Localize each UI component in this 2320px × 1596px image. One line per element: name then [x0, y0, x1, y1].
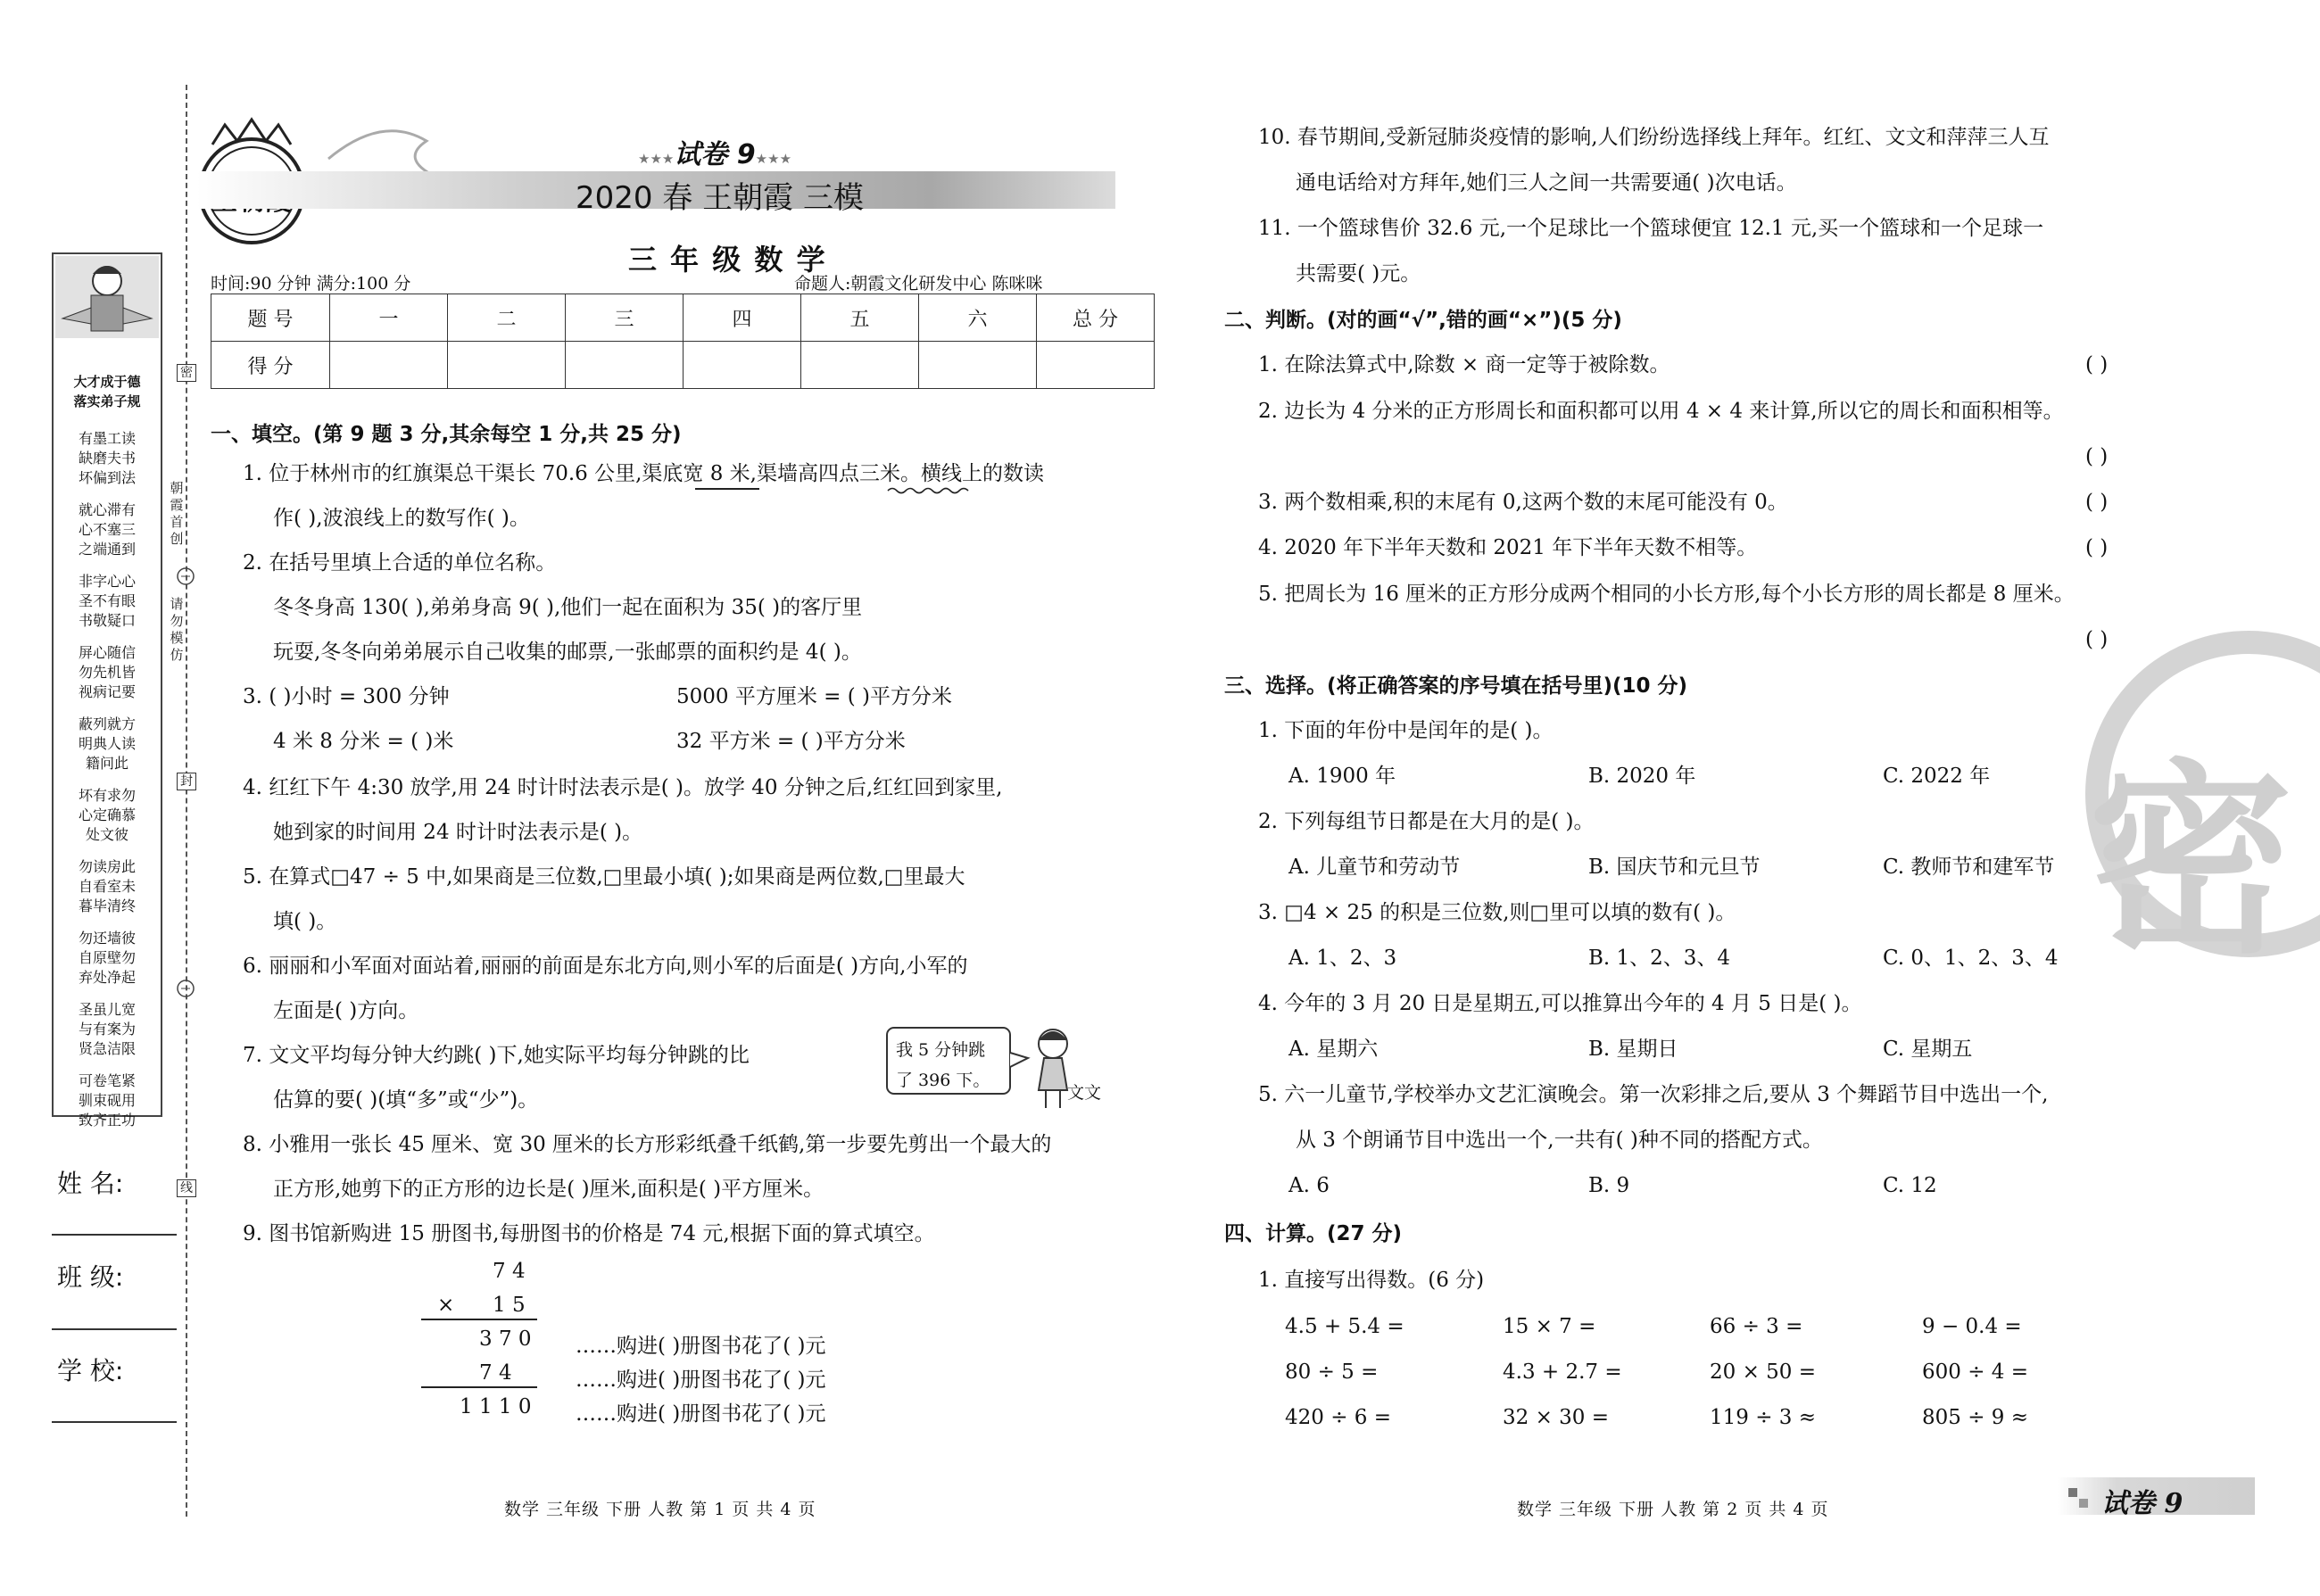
- score-header-cell: 总 分: [1037, 294, 1155, 342]
- part1-line: 32 平方米 = ( )平方分米: [676, 730, 906, 753]
- answer-paren: ( ): [2085, 491, 2109, 514]
- part1-line: 10. 春节期间,受新冠肺炎疫情的影响,人们纷纷选择线上拜年。红红、文文和萍萍三人互: [1258, 126, 2050, 149]
- part1-heading: 一、填空。(第 9 题 3 分,其余每空 1 分,共 25 分): [211, 423, 682, 446]
- calc-sum: 1 1 1 0: [460, 1395, 532, 1418]
- calc-item: 9 − 0.4 =: [1922, 1315, 2022, 1338]
- choice-option: C. 0、1、2、3、4: [1883, 947, 2059, 970]
- seal-mark-2: 封: [177, 773, 196, 790]
- choice-question: 2. 下列每组节日都是在大月的是( )。: [1258, 810, 1595, 833]
- motto-group: [56, 786, 158, 845]
- part1-line: 她到家的时间用 24 时计时法表示是( )。: [273, 821, 643, 844]
- part1-line: 9. 图书馆新购进 15 册图书,每册图书的价格是 74 元,根据下面的算式填空。: [243, 1222, 935, 1245]
- choice-option: A. 6: [1288, 1174, 1330, 1197]
- exam-author: 命题人:朝霞文化研发中心 陈咪咪: [794, 274, 1043, 294]
- motto-line: 圣不有眼: [78, 592, 136, 609]
- motto-line: 就心滞有: [78, 501, 136, 518]
- motto-group: [56, 643, 158, 702]
- choice-option: B. 国庆节和元旦节: [1588, 856, 1761, 879]
- part4-heading: 四、计算。(27 分): [1224, 1222, 1403, 1245]
- judge-item: 2. 边长为 4 分米的正方形周长和面积都可以用 4 × 4 来计算,所以它的周长和面积相等。: [1258, 400, 2064, 423]
- calc-item: 4.3 + 2.7 =: [1503, 1360, 1622, 1384]
- calc-multiplier: 1 5: [493, 1294, 526, 1317]
- score-header-cell: 题 号: [211, 294, 330, 342]
- part1-line: 填( )。: [273, 910, 337, 933]
- badge-square: [2079, 1499, 2088, 1508]
- motto-line: 可卷笔紧: [78, 1072, 136, 1089]
- calc-item: 420 ÷ 6 =: [1285, 1406, 1392, 1429]
- calc-partial-1: 3 7 0: [479, 1327, 532, 1351]
- choice-option: A. 1、2、3: [1288, 947, 1397, 970]
- motto-group: [56, 372, 158, 411]
- choice-question: 1. 下面的年份中是闰年的是( )。: [1258, 719, 1554, 742]
- choice-option: C. 星期五: [1883, 1038, 1973, 1061]
- motto-group: [56, 857, 158, 916]
- seal-mark-3: 线: [177, 1179, 196, 1197]
- star-icon: ★★★: [638, 151, 675, 167]
- score-header-cell: 三: [566, 294, 684, 342]
- motto-group: [56, 500, 158, 559]
- calc-item: 20 × 50 =: [1710, 1360, 1817, 1384]
- calc-item: 600 ÷ 4 =: [1922, 1360, 2029, 1384]
- side-label-second: 请勿模仿: [170, 596, 184, 663]
- judge-item: 3. 两个数相乘,积的末尾有 0,这两个数的末尾可能没有 0。: [1258, 491, 1788, 514]
- calc-item: 4.5 + 5.4 =: [1285, 1315, 1404, 1338]
- score-input-cell[interactable]: [1037, 342, 1155, 389]
- calc-item: 119 ÷ 3 ≈: [1710, 1406, 1817, 1429]
- score-input-cell[interactable]: [448, 342, 566, 389]
- part1-line: 通电话给对方拜年,她们三人之间一共需要通( )次电话。: [1296, 171, 1797, 194]
- page-footer-right: 数学 三年级 下册 人教 第 2 页 共 4 页: [1517, 1500, 1829, 1519]
- part1-line: 4 米 8 分米 = ( )米: [273, 730, 454, 753]
- calc-item: 15 × 7 =: [1503, 1315, 1596, 1338]
- paper-series: ★★★试卷 9★★★: [638, 139, 792, 170]
- motto-group: [56, 1000, 158, 1059]
- exam-title: 2020 春 王朝霞 三模: [576, 180, 864, 216]
- part1-line: 左面是( )方向。: [273, 999, 419, 1022]
- choice-option: C. 12: [1883, 1174, 1937, 1197]
- choice-option: A. 星期六: [1288, 1038, 1379, 1061]
- part1-line: 8. 小雅用一张长 45 厘米、宽 30 厘米的长方形彩纸叠千纸鹤,第一步要先剪出一个最大的: [243, 1133, 1052, 1156]
- motto-line: 蔽列就方: [78, 715, 136, 732]
- motto-line: 缺磨夫书: [78, 450, 136, 467]
- speech-line-2: 了 396 下。: [896, 1071, 990, 1090]
- page-footer-left: 数学 三年级 下册 人教 第 1 页 共 4 页: [504, 1500, 816, 1519]
- part1-line: 估算的要( )(填“多”或“少”)。: [273, 1088, 539, 1112]
- motto-group: [56, 929, 158, 988]
- choice-option: B. 1、2、3、4: [1588, 947, 1731, 970]
- exam-duration: 时间:90 分钟 满分:100 分: [211, 274, 411, 294]
- score-input-cell[interactable]: [684, 342, 801, 389]
- motto-line: 落实弟子规: [73, 393, 141, 409]
- part1-line: 3. ( )小时 = 300 分钟: [243, 685, 450, 708]
- part2-heading: 二、判断。(对的画“√”,错的画“×”)(5 分): [1224, 309, 1622, 332]
- motto-group: [56, 429, 158, 488]
- calc-item: 80 ÷ 5 =: [1285, 1360, 1379, 1384]
- part1-line: 11. 一个篮球售价 32.6 元,一个足球比一个篮球便宜 12.1 元,买一个篮球和一个足球一: [1258, 217, 2044, 240]
- speaker-name: 文文: [1067, 1083, 1102, 1103]
- calc-multiplicand: 7 4: [493, 1260, 526, 1283]
- part4-subheading: 1. 直接写出得数。(6 分): [1258, 1269, 1485, 1292]
- choice-option: A. 1900 年: [1288, 765, 1396, 788]
- class-label: 班 级:: [57, 1262, 124, 1292]
- calc-fill-1: ……购进( )册图书花了( )元: [576, 1335, 826, 1358]
- score-input-cell[interactable]: [330, 342, 448, 389]
- motto-list: [56, 372, 158, 1143]
- school-label: 学 校:: [57, 1356, 124, 1385]
- number-underline: [695, 488, 759, 490]
- part1-line: 正方形,她剪下的正方形的边长是( )厘米,面积是( )平方厘米。: [273, 1178, 824, 1201]
- score-input-cell[interactable]: [919, 342, 1037, 389]
- motto-line: 贤急洁限: [78, 1040, 136, 1057]
- badge-square: [2068, 1488, 2077, 1497]
- part1-line: 2. 在括号里填上合适的单位名称。: [243, 551, 557, 575]
- part1-line: 4. 红红下午 4:30 放学,用 24 时计时法表示是( )。放学 40 分钟之后,红红回到家里,: [243, 776, 1003, 799]
- motto-line: 视病记要: [78, 683, 136, 700]
- motto-line: 坏偏到法: [78, 469, 136, 486]
- choice-question: 从 3 个朗诵节目中选出一个,一共有( )种不同的搭配方式。: [1296, 1129, 1823, 1152]
- star-icon: ★★★: [755, 151, 792, 167]
- motto-line: 书敬疑口: [78, 612, 136, 629]
- calc-rule: [421, 1386, 537, 1388]
- part1-line: 7. 文文平均每分钟大约跳( )下,她实际平均每分钟跳的比: [243, 1044, 750, 1067]
- motto-line: 明典人读: [78, 735, 136, 752]
- score-header-row: [211, 294, 1155, 342]
- scissors-icon: [175, 978, 196, 999]
- choice-option: A. 儿童节和劳动节: [1288, 856, 1461, 879]
- choice-option: C. 教师节和建军节: [1883, 856, 2055, 879]
- motto-line: 自看室未: [78, 878, 136, 895]
- score-input-cell[interactable]: [566, 342, 684, 389]
- calc-partial-2: 7 4: [479, 1361, 512, 1385]
- motto-line: 圣虽儿宽: [78, 1001, 136, 1018]
- answer-paren: ( ): [2085, 445, 2109, 468]
- part1-line: 1. 位于林州市的红旗渠总干渠长 70.6 公里,渠底宽 8 米,渠墙高四点三米。横线上的数读: [243, 462, 1044, 485]
- motto-line: 与有案为: [78, 1021, 136, 1038]
- calc-item: 32 × 30 =: [1503, 1406, 1610, 1429]
- exam-subtitle: 三 年 级 数 学: [628, 243, 827, 277]
- part1-line: 6. 丽丽和小军面对面站着,丽丽的前面是东北方向,则小军的后面是( )方向,小军的: [243, 955, 968, 978]
- answer-paren: ( ): [2085, 353, 2109, 376]
- score-header-cell: 二: [448, 294, 566, 342]
- choice-question: 4. 今年的 3 月 20 日是星期五,可以推算出今年的 4 月 5 日是( )。: [1258, 992, 1862, 1015]
- score-value-row: [211, 342, 1155, 389]
- badge-text: 试卷 9: [2101, 1488, 2183, 1519]
- cut-line: [186, 85, 187, 1517]
- part1-line: 共需要( )元。: [1296, 262, 1421, 285]
- seal-mark-1: 密: [177, 364, 196, 382]
- choice-option: B. 星期日: [1588, 1038, 1678, 1061]
- answer-paren: ( ): [2085, 536, 2109, 559]
- motto-line: 致齐正功: [78, 1112, 136, 1129]
- motto-line: 籍问此: [85, 755, 128, 772]
- part3-heading: 三、选择。(将正确答案的序号填在括号里)(10 分): [1224, 674, 1688, 698]
- score-table: [211, 294, 1155, 389]
- motto-line: 有墨工读: [78, 430, 136, 447]
- motto-line: 勿还墙彼: [78, 930, 136, 947]
- motto-group: [56, 572, 158, 631]
- calc-rule: [421, 1319, 537, 1320]
- choice-question: 5. 六一儿童节,学校举办文艺汇演晚会。第一次彩排之后,要从 3 个舞蹈节目中选出一个,: [1258, 1083, 2049, 1106]
- motto-line: 勿读房此: [78, 858, 136, 875]
- motto-group: [56, 1071, 158, 1130]
- part1-line: 作( ),波浪线上的数写作( )。: [273, 507, 530, 530]
- score-label-cell: 得 分: [211, 342, 330, 389]
- score-header-cell: 四: [684, 294, 801, 342]
- name-field[interactable]: [52, 1234, 177, 1236]
- class-field[interactable]: [52, 1328, 177, 1330]
- calc-fill-2: ……购进( )册图书花了( )元: [576, 1369, 826, 1392]
- scissors-icon: [175, 566, 196, 587]
- motto-line: 心不塞三: [78, 521, 136, 538]
- calc-item: 66 ÷ 3 =: [1710, 1315, 1803, 1338]
- calc-item: 805 ÷ 9 ≈: [1922, 1406, 2029, 1429]
- side-label-first: 朝霞首创: [170, 480, 184, 547]
- motto-line: 坏有求勿: [78, 787, 136, 804]
- choice-option: C. 2022 年: [1883, 765, 1991, 788]
- answer-paren: ( ): [2085, 628, 2109, 651]
- motto-line: 暮毕清终: [78, 897, 136, 914]
- score-header-cell: 五: [801, 294, 919, 342]
- motto-group: [56, 715, 158, 773]
- school-field[interactable]: [52, 1421, 177, 1423]
- calc-fill-3: ……购进( )册图书花了( )元: [576, 1402, 826, 1426]
- motto-line: 大才成于德: [73, 374, 141, 390]
- wavy-underline: [888, 486, 968, 495]
- motto-line: 驯束砚用: [78, 1092, 136, 1109]
- motto-line: 非字心心: [78, 573, 136, 590]
- motto-line: 心定确慕: [78, 806, 136, 823]
- part1-line: 5000 平方厘米 = ( )平方分米: [676, 685, 952, 708]
- part1-line: 玩耍,冬冬向弟弟展示自己收集的邮票,一张邮票的面积约是 4( )。: [273, 641, 862, 664]
- mascot-illustration: [55, 256, 159, 338]
- motto-line: 自原壁勿: [78, 949, 136, 966]
- speech-line-1: 我 5 分钟跳: [896, 1040, 986, 1060]
- judge-item: 1. 在除法算式中,除数 × 商一定等于被除数。: [1258, 353, 1670, 376]
- choice-option: B. 2020 年: [1588, 765, 1696, 788]
- name-label: 姓 名:: [57, 1169, 124, 1198]
- judge-item: 5. 把周长为 16 厘米的正方形分成两个相同的小长方形,每个小长方形的周长都是 8 厘米。: [1258, 583, 2075, 606]
- score-input-cell[interactable]: [801, 342, 919, 389]
- motto-line: 弃处净起: [78, 969, 136, 986]
- judge-item: 4. 2020 年下半年天数和 2021 年下半年天数不相等。: [1258, 536, 1758, 559]
- choice-question: 3. □4 × 25 的积是三位数,则□里可以填的数有( )。: [1258, 901, 1736, 924]
- score-header-cell: 一: [330, 294, 448, 342]
- motto-line: 之端通到: [78, 541, 136, 558]
- motto-line: 屏心随信: [78, 644, 136, 661]
- choice-option: B. 9: [1588, 1174, 1630, 1197]
- part1-line: 5. 在算式□47 ÷ 5 中,如果商是三位数,□里最小填( );如果商是两位数,□里最大: [243, 865, 965, 889]
- score-header-cell: 六: [919, 294, 1037, 342]
- times-sign: ×: [437, 1294, 455, 1317]
- part1-line: 冬冬身高 130( ),弟弟身高 9( ),他们一起在面积为 35( )的客厅里: [273, 596, 863, 619]
- motto-sidebar: [52, 252, 162, 1129]
- motto-line: 处文彼: [85, 826, 128, 843]
- motto-line: 勿先机皆: [78, 664, 136, 681]
- confidential-watermark: 密: [2052, 642, 2320, 946]
